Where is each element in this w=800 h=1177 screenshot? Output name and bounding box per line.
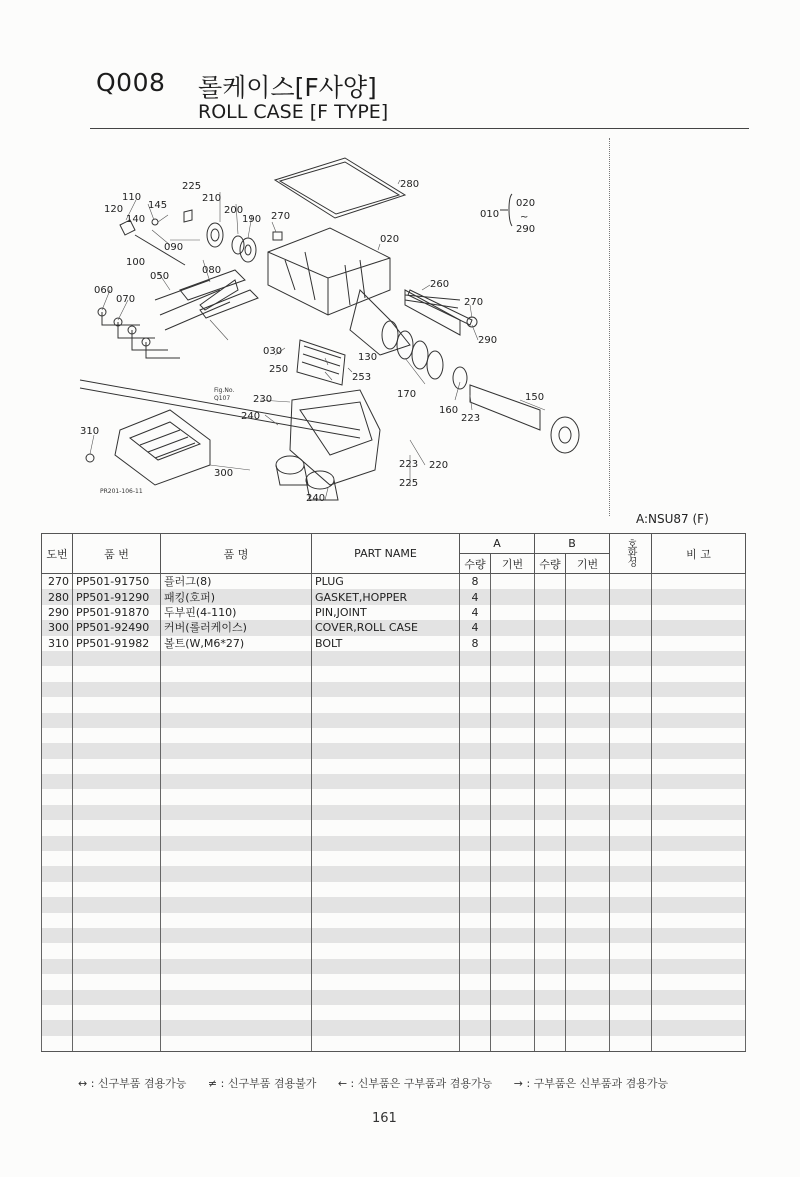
fig-ref-label: Fig.No. xyxy=(214,387,235,394)
cell-ref-no: 300 xyxy=(42,620,73,635)
legend-item: ≠ : 신구부품 겸용불가 xyxy=(207,1077,317,1090)
callout-090: 090 xyxy=(164,242,184,253)
table-row-empty xyxy=(42,1005,746,1020)
exploded-parts-diagram xyxy=(60,140,750,530)
col-header-qty-a: 수량 xyxy=(460,554,491,574)
table-row-empty xyxy=(42,728,746,743)
table-row-empty xyxy=(42,897,746,912)
page-title-korean: 롤케이스[F사양] xyxy=(198,73,377,102)
callout-240-lower: 240 xyxy=(306,493,326,504)
parts-table-body xyxy=(42,574,746,1052)
cell-ref-no: 270 xyxy=(42,574,73,590)
cell-ref-no: 280 xyxy=(42,589,73,604)
table-row-empty xyxy=(42,759,746,774)
header-divider xyxy=(90,128,749,129)
fig-ref-value: Q107 xyxy=(214,395,231,402)
callout-253: 253 xyxy=(352,372,372,383)
table-row-empty xyxy=(42,836,746,851)
table-row-empty xyxy=(42,913,746,928)
callout-110: 110 xyxy=(122,192,142,203)
col-header-model-a: 기번 xyxy=(491,554,535,574)
callout-050-upper: 050 xyxy=(150,271,170,282)
callout-030: 030 xyxy=(263,346,283,357)
callout-150: 150 xyxy=(525,392,545,403)
callout-170: 170 xyxy=(397,389,417,400)
callout-020: 020 xyxy=(380,234,400,245)
table-row xyxy=(42,605,746,620)
col-header-part-no: 품 번 xyxy=(73,534,161,574)
lower-housing-shape xyxy=(290,390,380,485)
roller-rods xyxy=(155,280,230,330)
callout-120: 120 xyxy=(104,204,124,215)
table-row-empty xyxy=(42,666,746,681)
callout-160: 160 xyxy=(439,405,459,416)
callout-260: 260 xyxy=(430,279,450,290)
table-row-empty xyxy=(42,743,746,758)
drawing-number: PR201-106-11 xyxy=(100,488,143,495)
callout-140: 140 xyxy=(126,214,146,225)
cell-part-name-en: BOLT xyxy=(312,636,460,651)
callout-060-upper: 060 xyxy=(94,285,114,296)
table-row xyxy=(42,589,746,604)
table-row-empty xyxy=(42,682,746,697)
table-row-empty xyxy=(42,651,746,666)
col-header-part-name-ko: 품 명 xyxy=(161,534,312,574)
callout-250: 250 xyxy=(269,364,289,375)
callout-210: 210 xyxy=(202,193,222,204)
cell-ref-no: 310 xyxy=(42,636,73,651)
callout-range-290: 290 xyxy=(516,224,536,235)
cell-part-name-en: COVER,ROLL CASE xyxy=(312,620,460,635)
cell-qty-a: 8 xyxy=(460,574,491,590)
table-row xyxy=(42,636,746,651)
callout-145: 145 xyxy=(148,200,168,211)
col-header-model-b: 기번 xyxy=(566,554,610,574)
cell-part-name-en: PIN,JOINT xyxy=(312,605,460,620)
callout-130: 130 xyxy=(358,352,378,363)
cell-part-name-en: GASKET,HOPPER xyxy=(312,589,460,604)
model-applicability-label: A:NSU87 (F) xyxy=(636,512,709,526)
page-title-english: ROLL CASE [F TYPE] xyxy=(198,101,389,123)
parts-list-table xyxy=(41,533,746,1052)
gasket-hopper-shape xyxy=(275,158,405,218)
cell-part-name-ko: 플러그(8) xyxy=(161,574,312,590)
table-row-empty xyxy=(42,805,746,820)
col-header-remarks: 비 고 xyxy=(652,534,746,574)
callout-220: 220 xyxy=(429,460,449,471)
col-header-qty-b: 수량 xyxy=(535,554,566,574)
col-header-group-b: B xyxy=(535,534,610,554)
legend-item: ← : 신부품은 구부품과 겸용가능 xyxy=(337,1077,493,1090)
callout-range-020: 020 xyxy=(516,198,536,209)
callout-080: 080 xyxy=(202,265,222,276)
table-row-empty xyxy=(42,974,746,989)
table-row-empty xyxy=(42,713,746,728)
cell-qty-a: 4 xyxy=(460,605,491,620)
col-header-group-a: A xyxy=(460,534,535,554)
table-row-empty xyxy=(42,882,746,897)
table-row-empty xyxy=(42,943,746,958)
callout-230: 230 xyxy=(253,394,273,405)
callout-190: 190 xyxy=(242,214,262,225)
legend-item: ↔ : 신구부품 겸용가능 xyxy=(78,1077,187,1090)
callout-280: 280 xyxy=(400,179,420,190)
table-row-empty xyxy=(42,959,746,974)
col-header-part-name-en: PART NAME xyxy=(312,534,460,574)
callout-310: 310 xyxy=(80,426,100,437)
roll-case-cover-shape xyxy=(115,410,210,485)
cell-qty-a: 4 xyxy=(460,589,491,604)
table-row-empty xyxy=(42,990,746,1005)
table-row-empty xyxy=(42,820,746,835)
cell-qty-a: 8 xyxy=(460,636,491,651)
callout-223-right: 223 xyxy=(461,413,481,424)
table-row xyxy=(42,620,746,635)
table-row-empty xyxy=(42,1036,746,1052)
table-row-empty xyxy=(42,774,746,789)
legend-item: → : 구부품은 신부품과 겸용가능 xyxy=(513,1077,669,1090)
table-row-empty xyxy=(42,697,746,712)
callout-290: 290 xyxy=(478,335,498,346)
range-tilde: ~ xyxy=(520,212,529,223)
cell-ref-no: 290 xyxy=(42,605,73,620)
callout-225-lower: 225 xyxy=(399,478,419,489)
cell-part-name-ko: 커버(롤러케이스) xyxy=(161,620,312,635)
compatibility-legend xyxy=(78,1075,686,1091)
callout-200: 200 xyxy=(224,205,244,216)
callout-070: 070 xyxy=(116,294,136,305)
table-row-empty xyxy=(42,866,746,881)
cell-part-name-en: PLUG xyxy=(312,574,460,590)
cell-qty-a: 4 xyxy=(460,620,491,635)
table-row-empty xyxy=(42,789,746,804)
cell-part-no: PP501-92490 xyxy=(73,620,161,635)
callout-010: 010 xyxy=(480,209,500,220)
cell-part-no: PP501-91870 xyxy=(73,605,161,620)
cell-part-name-ko: 패킹(호퍼) xyxy=(161,589,312,604)
cell-part-no: PP501-91982 xyxy=(73,636,161,651)
table-row-empty xyxy=(42,1020,746,1035)
col-header-interchange: 호환성 xyxy=(610,534,652,574)
cell-part-no: PP501-91750 xyxy=(73,574,161,590)
callout-100: 100 xyxy=(126,257,146,268)
page-number: 161 xyxy=(372,1111,397,1126)
table-row-empty xyxy=(42,851,746,866)
table-row xyxy=(42,574,746,590)
table-row-empty xyxy=(42,928,746,943)
callout-300: 300 xyxy=(214,468,234,479)
cell-part-name-ko: 두부핀(4-110) xyxy=(161,605,312,620)
callout-240-upper: 240 xyxy=(241,411,261,422)
callout-225: 225 xyxy=(182,181,202,192)
callout-223-lower: 223 xyxy=(399,459,419,470)
callout-270-right: 270 xyxy=(464,297,484,308)
section-code: Q008 xyxy=(96,68,166,97)
cell-part-no: PP501-91290 xyxy=(73,589,161,604)
col-header-ref-no: 도번 xyxy=(42,534,73,574)
cell-part-name-ko: 볼트(W,M6*27) xyxy=(161,636,312,651)
callout-270-top: 270 xyxy=(271,211,291,222)
